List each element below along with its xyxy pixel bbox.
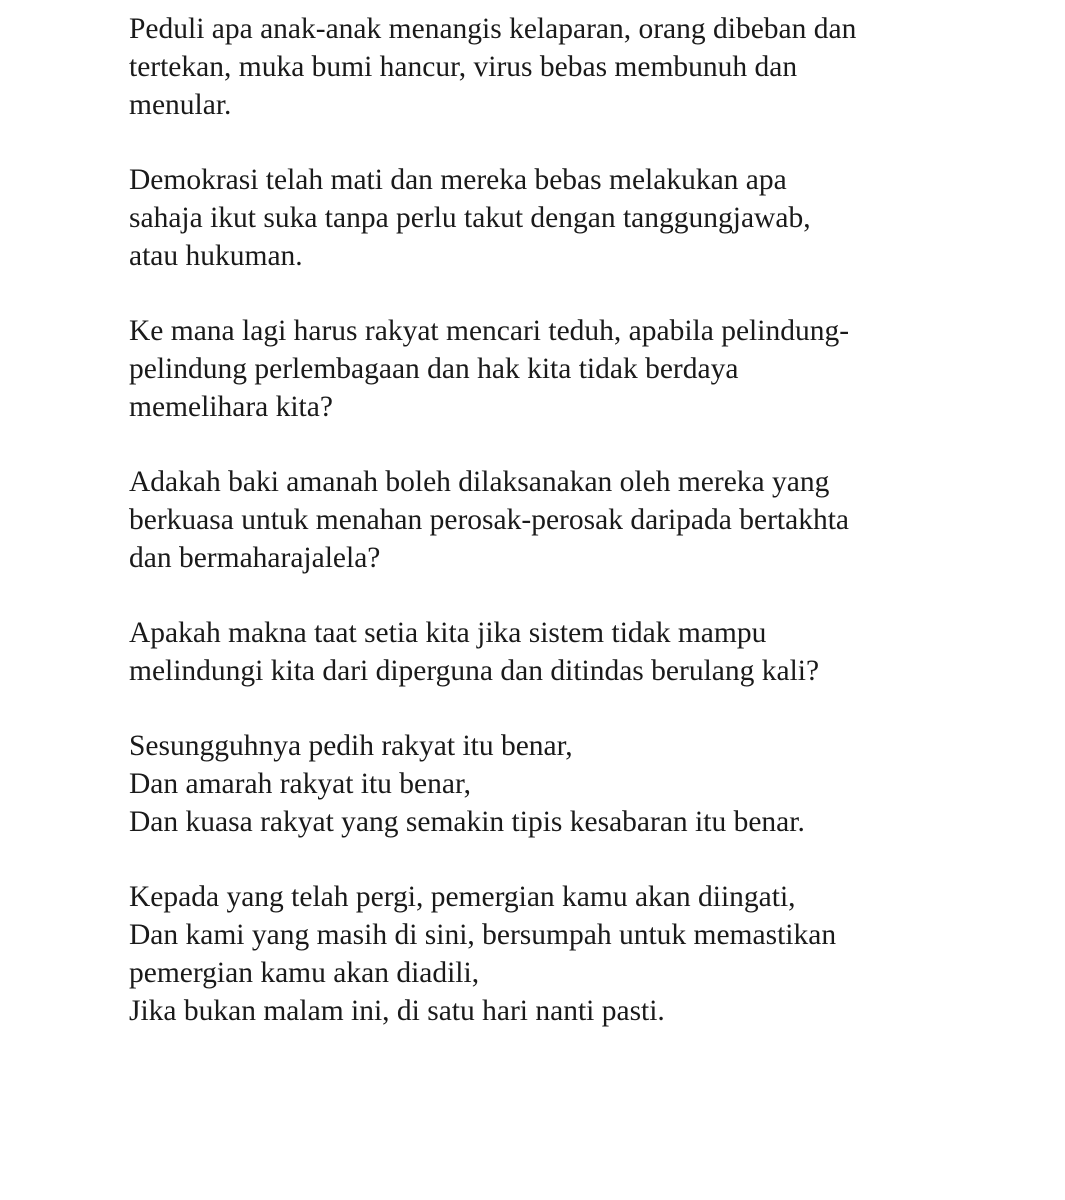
text-line: Dan kuasa rakyat yang semakin tipis kesabaran itu benar.: [129, 806, 805, 838]
text-line: melindungi kita dari diperguna dan ditindas berulang kali?: [129, 655, 820, 687]
text-line: Sesungguhnya pedih rakyat itu benar,: [129, 730, 573, 762]
paragraph-6: [129, 727, 1029, 841]
text-line: Jika bukan malam ini, di satu hari nanti pasti.: [129, 995, 665, 1027]
paragraph-7: [129, 878, 1029, 1030]
text-line: Peduli apa anak-anak menangis kelaparan, orang dibeban dan: [129, 13, 857, 45]
text-line: Apakah makna taat setia kita jika sistem tidak mampu: [129, 617, 767, 649]
text-line: Dan kami yang masih di sini, bersumpah untuk memastikan: [129, 919, 837, 951]
text-line: dan bermaharajalela?: [129, 542, 381, 574]
text-line: Ke mana lagi harus rakyat mencari teduh, apabila pelindung-: [129, 315, 850, 347]
text-line: Dan amarah rakyat itu benar,: [129, 768, 472, 800]
text-line: memelihara kita?: [129, 391, 333, 423]
paragraph-4: [129, 463, 1029, 577]
paragraph-1: [129, 10, 1029, 124]
text-line: tertekan, muka bumi hancur, virus bebas membunuh dan: [129, 51, 798, 83]
paragraph-2: [129, 161, 1029, 275]
text-line: sahaja ikut suka tanpa perlu takut dengan tanggungjawab,: [129, 202, 811, 234]
text-line: berkuasa untuk menahan perosak-perosak daripada bertakhta: [129, 504, 849, 536]
text-line: Adakah baki amanah boleh dilaksanakan oleh mereka yang: [129, 466, 830, 498]
text-line: menular.: [129, 89, 232, 121]
text-line: pemergian kamu akan diadili,: [129, 957, 480, 989]
text-line: atau hukuman.: [129, 240, 303, 272]
text-line: pelindung perlembagaan dan hak kita tidak berdaya: [129, 353, 739, 385]
text-line: Demokrasi telah mati dan mereka bebas melakukan apa: [129, 164, 787, 196]
text-line: Kepada yang telah pergi, pemergian kamu akan diingati,: [129, 881, 796, 913]
paragraph-3: [129, 312, 1029, 426]
paragraph-5: [129, 614, 1029, 690]
poem-text: [129, 10, 1029, 1067]
